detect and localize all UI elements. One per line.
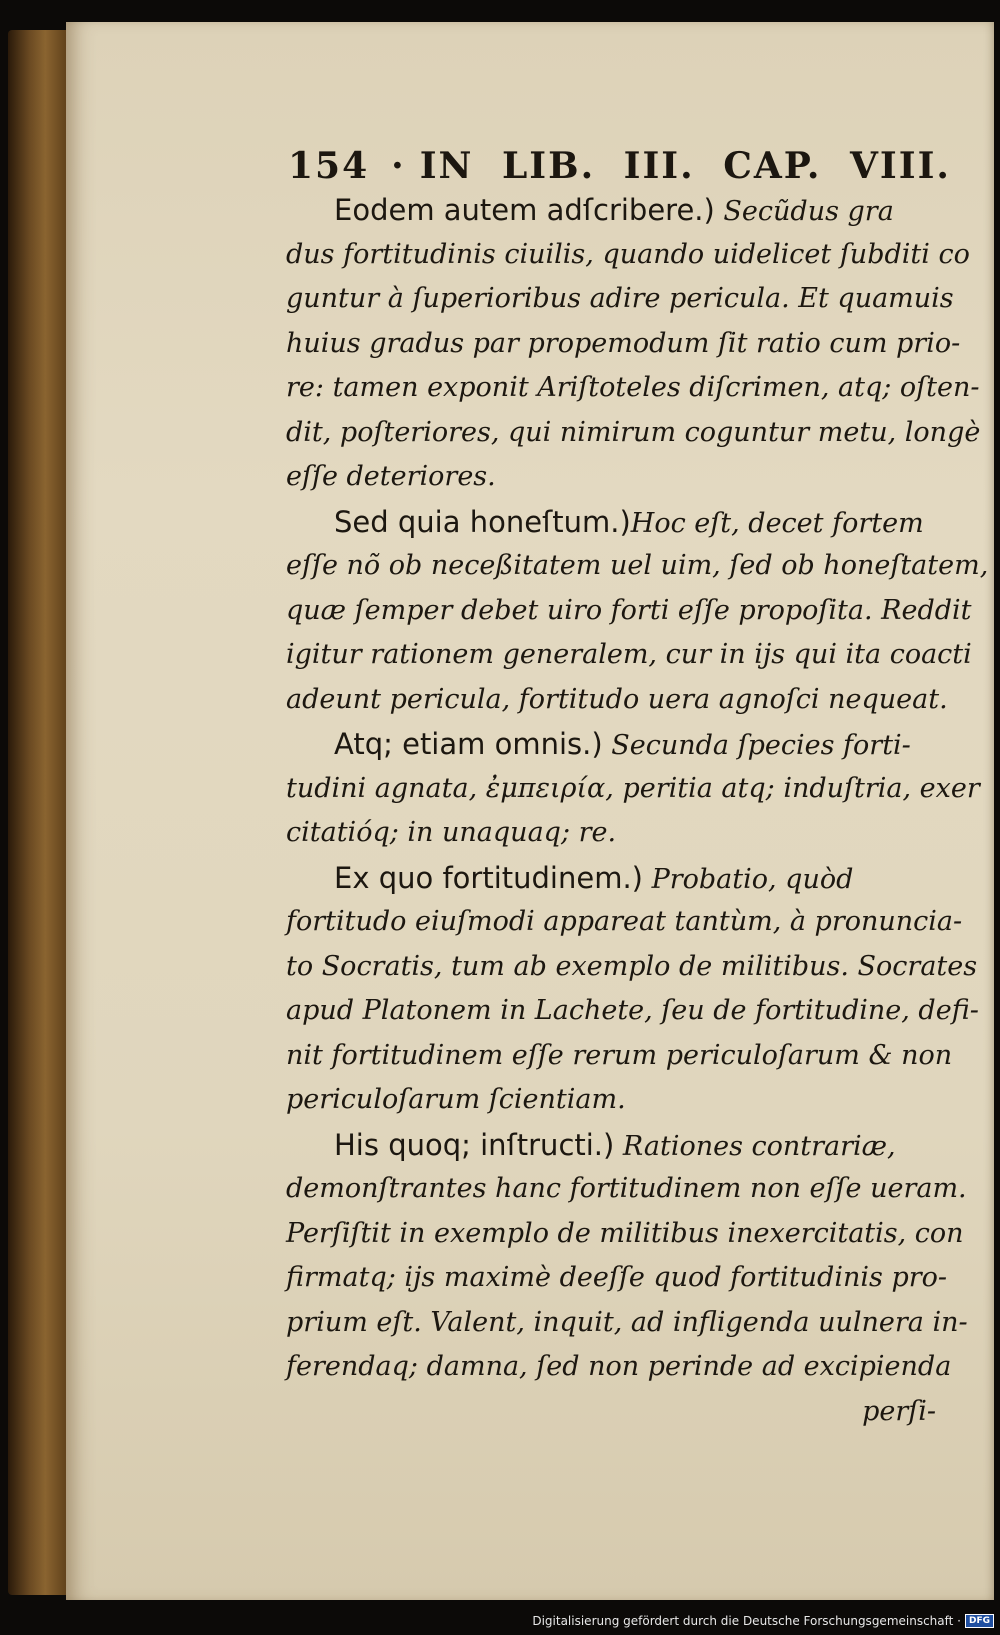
catchword: perſi- <box>862 1395 936 1427</box>
text-line <box>286 500 936 545</box>
line-text: Rationes contrariæ, <box>614 1130 896 1162</box>
line-text: Secũdus gra <box>714 196 894 227</box>
text-line: nit fortitudinem eſſe rerum periculoſarum & non <box>286 1039 953 1071</box>
running-header <box>288 145 951 187</box>
dfg-logo-icon: DFG <box>965 1614 994 1628</box>
book-spine-edge <box>8 30 70 1595</box>
line-text: Secunda ſpecies forti- <box>602 730 911 761</box>
text-line: huius gradus par propemodum ſit ratio cum prio- <box>286 327 961 359</box>
text-line: fortitudo eiuſmodi appareat tantùm, à pronuncia- <box>286 906 963 937</box>
text-line: eſſe nõ ob neceßitatem uel uim, ſed ob honeſtatem, <box>286 550 989 581</box>
text-line: quæ ſemper debet uiro forti eſſe propoſita. Reddit <box>286 594 972 626</box>
footer-text: Digitalisierung gefördert durch die Deutsche Forschungsgemeinschaft · <box>532 1614 961 1628</box>
digitization-credit <box>532 1611 994 1631</box>
text-line: prium eſt. Valent, inquit, ad infligenda uulnera in- <box>286 1306 968 1338</box>
text-line: to Socratis, tum ab exemplo de militibus. Socrates <box>286 950 978 982</box>
text-line: firmatq; ijs maximè deeſſe quod fortitudinis pro- <box>286 1262 948 1293</box>
lemma: Ex quo fortitudinem.) <box>334 860 643 895</box>
header-title: IN LIB. III. CAP. VIII. <box>419 145 951 187</box>
text-line: adeunt pericula, fortitudo uera agnoſci nequeat. <box>286 683 948 715</box>
text-line <box>286 856 936 901</box>
text-line: Perſiſtit in exemplo de militibus inexercitatis, con <box>286 1217 964 1249</box>
text-line: tudini agnata, ἐμπειρία, peritia atq; induſtria, exer <box>286 772 980 804</box>
text-line: ferendaq; damna, ſed non perinde ad excipienda <box>286 1351 952 1382</box>
lemma: His quoq; inſtructi.) <box>334 1127 615 1162</box>
text-line: periculoſarum ſcientiam. <box>286 1084 626 1115</box>
text-line: eſſe deteriores. <box>286 461 496 492</box>
page-number: 154 <box>288 145 370 187</box>
lemma: Eodem autem adſcribere.) <box>334 193 715 227</box>
line-text: Hoc eſt, decet fortem <box>630 507 924 539</box>
page-text <box>286 188 989 1434</box>
lemma: Atq; etiam omnis.) <box>334 727 603 761</box>
text-line: apud Platonem in Lachete, ſeu de fortitudine, defi- <box>286 995 979 1026</box>
text-line: guntur à ſuperioribus adire pericula. Et quamuis <box>286 283 954 314</box>
lemma: Sed quia honeſtum.) <box>334 504 631 539</box>
text-line: citatióq; in unaquaq; re. <box>286 817 617 848</box>
header-separator: · <box>391 145 406 187</box>
text-line: dit, poſteriores, qui nimirum coguntur metu, longè <box>286 416 981 448</box>
line-text: Probatio, quòd <box>642 863 854 895</box>
text-line: igitur rationem generalem, cur in ijs qui ita coacti <box>286 639 972 670</box>
text-line <box>286 722 936 767</box>
text-line <box>286 1123 936 1168</box>
text-line: demonſtrantes hanc fortitudinem non eſſe ueram. <box>286 1173 967 1204</box>
text-line: re: tamen exponit Ariſtoteles diſcrimen, atq; oſten- <box>286 372 980 403</box>
text-line <box>286 188 936 233</box>
text-line: dus fortitudinis ciuilis, quando uidelicet ſubditi co <box>286 238 970 270</box>
